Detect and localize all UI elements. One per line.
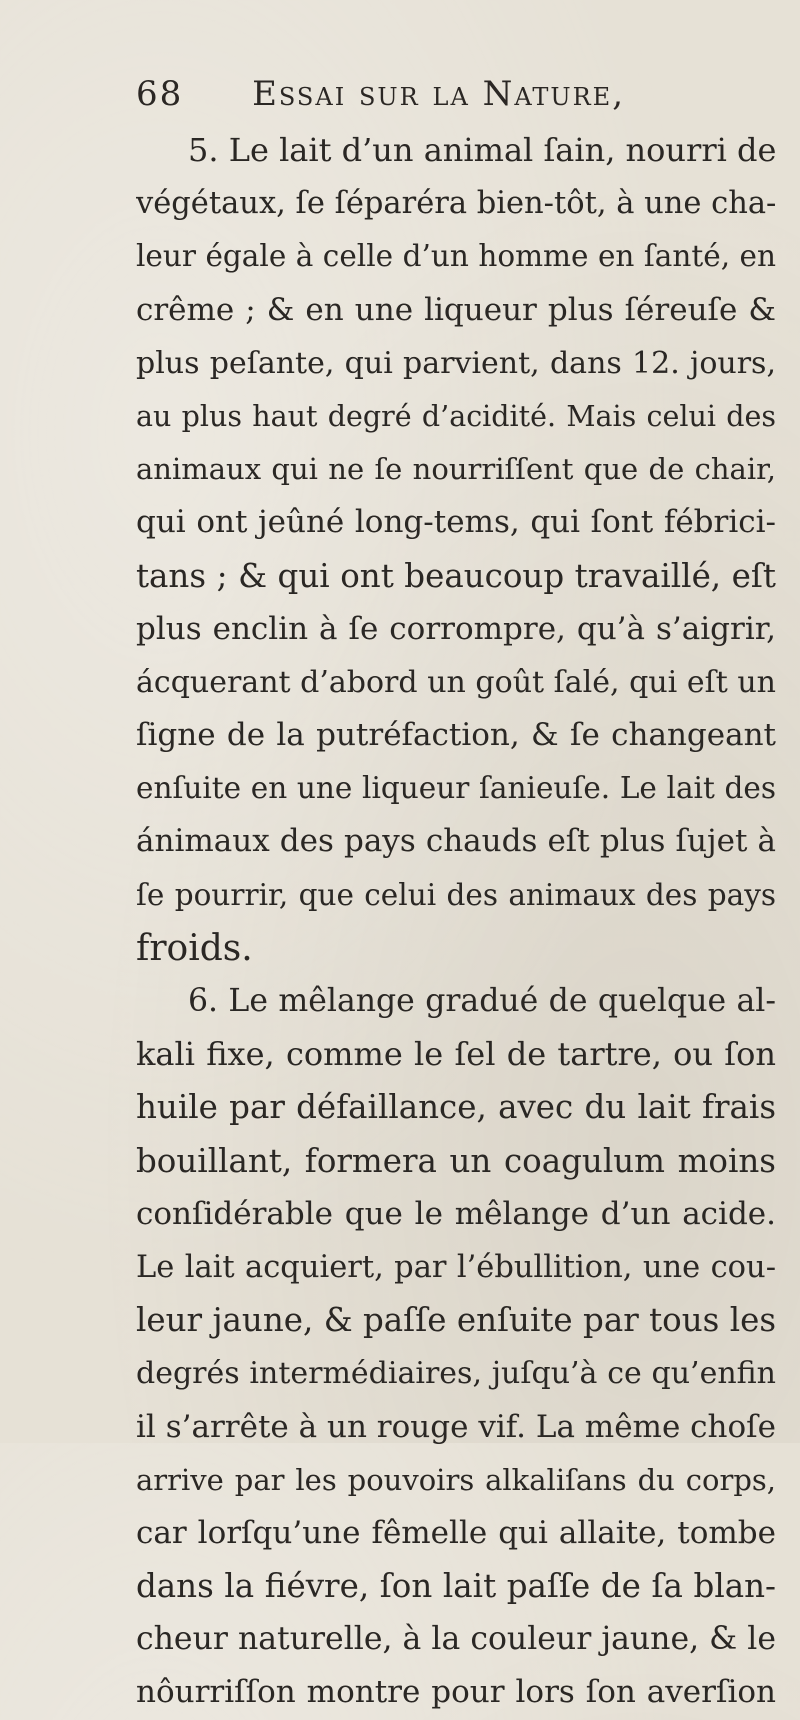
text-line: bouillant, formera un coagulum moins [136, 1141, 776, 1180]
text-line: froids. [136, 927, 253, 969]
text-line: huile par défaillance, avec du lait frais [136, 1088, 776, 1127]
text-line: plus peſante, qui parvient, dans 12. jours, [136, 345, 776, 381]
text-line: ácquerant d’abord un goût ſalé, qui eſt un [136, 664, 776, 700]
text-line: car lorſqu’une fêmelle qui allaite, tombe [136, 1514, 776, 1551]
body-text [136, 124, 776, 1720]
text-line: kali fixe, comme le ſel de tartre, ou ſon [136, 1035, 776, 1074]
text-line: animaux qui ne ſe nourriſſent que de chair, [136, 452, 776, 487]
text-line: nôurriſſon montre pour lors ſon averſion [136, 1674, 776, 1711]
text-line: végétaux, ſe ſéparéra bien-tôt, à une cha- [136, 186, 776, 222]
text-line: tans ; & qui ont beaucoup travaillé, eſt [136, 556, 776, 595]
text-line: Le lait acquiert, par l’ébullition, une cou- [136, 1249, 776, 1285]
text-line: ſe pourrir, que celui des animaux des pays [136, 877, 776, 912]
page-number: 68 [136, 74, 184, 114]
text-line: au plus haut degré d’acidité. Mais celui des [136, 399, 776, 433]
text-line: leur jaune, & paſſe enſuite par tous les [136, 1301, 776, 1340]
text-line: 6. Le mêlange gradué de quelque al- [188, 983, 776, 1019]
running-title: Essai sur la Nature, [252, 74, 626, 114]
text-line: plus enclin à ſe corrompre, qu’à s’aigrir, [136, 610, 776, 647]
text-line: conſidérable que le mêlange d’un acide. [136, 1195, 776, 1232]
text-line: dans la fiévre, ſon lait paſſe de ſa blan- [136, 1567, 776, 1606]
running-head [136, 74, 696, 124]
text-line: ſigne de la putréfaction, & ſe changeant [136, 717, 776, 754]
text-line: leur égale à celle d’un homme en ſanté, en [136, 239, 776, 274]
text-line: cheur naturelle, à la couleur jaune, & le [136, 1621, 776, 1658]
text-line: ánimaux des pays chauds eſt plus ſujet à [136, 823, 776, 860]
text-line: arrive par les pouvoirs alkaliſans du corps, [136, 1462, 776, 1497]
text-line: qui ont jeûné long-tems, qui ſont fébrici- [136, 504, 776, 541]
text-line: il s’arrête à un rouge vif. La même choſe [136, 1408, 776, 1445]
text-line: crême ; & en une liqueur plus ſéreuſe & [136, 291, 776, 328]
text-line: degrés intermédiaires, juſqu’à ce qu’enfin [136, 1356, 776, 1392]
text-line: enſuite en une liqueur ſanieuſe. Le lait des [136, 771, 776, 806]
text-line: 5. Le lait d’un animal ſain, nourri de [188, 131, 776, 169]
